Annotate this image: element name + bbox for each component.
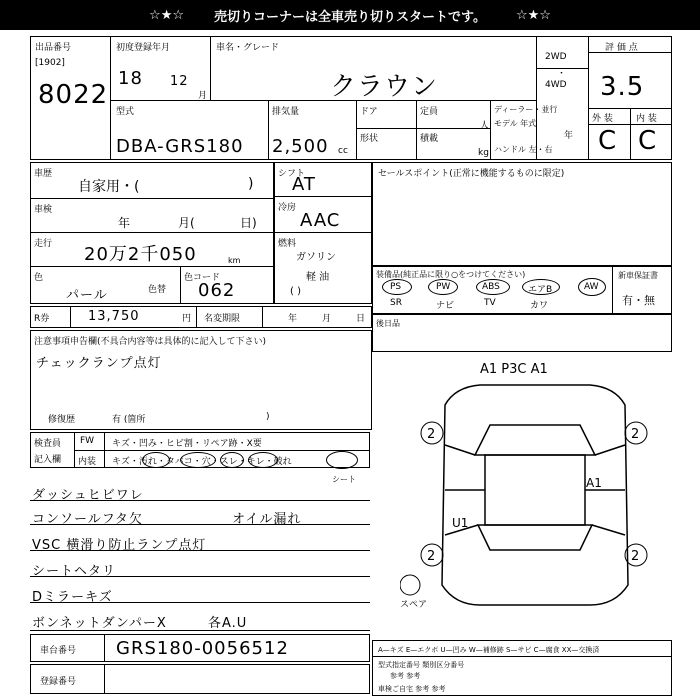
legend-line-3: 参考 参考 (390, 672, 421, 680)
equip-abs: ABS (482, 282, 500, 292)
note-3: VSC 横滑り防止ランプ点灯 (32, 538, 207, 553)
person-unit: 人 (480, 121, 490, 131)
warranty-value: 有・無 (622, 294, 655, 307)
ac-label: 冷房 (278, 203, 297, 213)
equip-ps: PS (390, 282, 402, 292)
top-banner (0, 0, 700, 30)
cc-unit: cc (338, 146, 348, 156)
insp-day: 日) (240, 216, 257, 230)
equip-navi: ナビ (436, 301, 455, 311)
repair-value: 有 (箇所 (112, 415, 146, 425)
exterior-label: 外 装 (592, 114, 613, 124)
fuel-paren: ( ) (290, 286, 301, 297)
insp-year: 年 (118, 216, 131, 230)
equip-airbag-circle (522, 279, 560, 295)
lot-label: 出品番号 (35, 43, 72, 53)
repair-close: ) (266, 412, 270, 422)
insp-month: 月( (178, 216, 195, 230)
tobacco-circle (180, 452, 216, 468)
exterior-grade: C (598, 126, 618, 156)
hole-circle (220, 452, 244, 468)
equip-tv: TV (484, 298, 496, 308)
score-value: 3.5 (600, 72, 645, 102)
drive-2wd: 2WD (545, 52, 567, 62)
legend-line-2: 型式指定番号 類別区分番号 (378, 661, 465, 669)
fw-label: FW (80, 436, 95, 446)
color-change-label: 色替 (148, 285, 167, 295)
legend-line-4: 車検ご自宅 参考 参考 (378, 685, 446, 693)
model-code: DBA-GRS180 (116, 136, 244, 157)
roof (485, 455, 585, 525)
notes-value: チェックランプ点灯 (36, 356, 162, 371)
note-5: Dミラーキズ (32, 590, 113, 605)
warranty-label: 新車保証書 (618, 271, 658, 280)
model-year-label: モデル 年式 (494, 119, 537, 128)
top-damage-marks: A1 P3C A1 (480, 362, 548, 377)
equip-airbag: エアB (528, 285, 553, 295)
spare-label: スペア (400, 600, 428, 610)
kg-unit: kg (478, 148, 489, 158)
inspector-label: 検査員 (34, 439, 62, 449)
yen-unit: 円 (182, 314, 192, 324)
mileage-label: 走行 (34, 239, 53, 249)
lot-sub: [1902] (35, 58, 65, 68)
shift-label: シフト (278, 169, 306, 179)
postscript-block (372, 314, 672, 352)
entry-label: 記入欄 (34, 455, 62, 465)
sales-points-label: セールスポイント(正常に機能するものに限定) (378, 169, 565, 179)
car-body-outline (442, 385, 628, 605)
equip-pw-circle (428, 279, 458, 295)
corner-value-tr: 2 (631, 427, 640, 442)
stain-circle (142, 452, 170, 468)
ac-value: AAC (300, 210, 341, 231)
reg-year: 18 (118, 68, 143, 89)
notes-label: 注意事項申告欄(不具合内容等は具体的に記入して下さい) (34, 337, 267, 347)
car-name: クラウン (330, 72, 439, 102)
windshield (475, 425, 595, 455)
drive-sep: ・ (557, 69, 567, 79)
doors-label: ドア (360, 107, 378, 117)
equip-sr: SR (390, 298, 402, 308)
note-2: コンソールフタ欠 (32, 512, 143, 527)
color-value: パール (66, 288, 108, 303)
equip-leather: カワ (530, 301, 549, 311)
interior-note: シート (332, 475, 356, 484)
name-change-label: 名変期限 (204, 314, 241, 324)
model-label: 型式 (116, 107, 135, 117)
history-close: ) (248, 176, 254, 192)
equip-abs-circle (476, 279, 510, 295)
first-reg-label: 初度登録年月 (116, 43, 171, 53)
color-label: 色 (34, 273, 44, 283)
equip-aw: AW (584, 282, 599, 292)
mileage-value: 20万2千050 (84, 244, 197, 265)
note-6: ボンネットダンパーX (32, 616, 167, 631)
chassis-value: GRS180-0056512 (116, 638, 289, 659)
ref-note: 各A.U (208, 616, 248, 631)
interior-items: キズ・汚れ・タバコ・穴・スレ・キレ・破れ (112, 457, 292, 467)
equip-aw-circle (578, 278, 606, 296)
interior-items-label: 内装 (78, 457, 97, 467)
repair-label: 修復歴 (48, 415, 76, 425)
equip-pw: PW (436, 282, 451, 292)
oil-leak-note: オイル漏れ (232, 512, 302, 527)
chassis-label: 車台番号 (40, 646, 77, 656)
banner-text: 売切りコーナーは全車売り切りスタートです。 (214, 9, 486, 25)
recycle-block (30, 306, 372, 328)
fuel-label: 燃料 (278, 239, 297, 249)
drive-4wd: 4WD (545, 80, 567, 90)
dealer-label: ディーラー・並行 (494, 105, 558, 114)
corner-value-bl: 2 (427, 549, 436, 564)
reg-block (30, 664, 370, 694)
recycle-value: 13,750 (88, 309, 140, 324)
history-value: 自家用・( (78, 179, 140, 195)
handle-label: ハンドル 左・右 (494, 145, 553, 154)
interior-label: 内 装 (636, 114, 657, 124)
year-unit: 年 (564, 131, 574, 141)
interior-grade: C (638, 126, 658, 156)
car-name-label: 車名・グレード (216, 43, 280, 53)
banner-stars-left: ☆★☆ (149, 7, 185, 23)
fuel-gas: ガソリン (296, 252, 336, 263)
color-code-label: 色コード (184, 273, 221, 283)
history-label: 車歴 (34, 169, 53, 179)
spare-tire-circle (400, 575, 420, 595)
load-label: 積載 (420, 134, 439, 144)
displacement-label: 排気量 (272, 107, 300, 117)
nc-year: 年 (288, 314, 298, 324)
equip-label: 装備品(純正品に限り○をつけてください) (376, 270, 526, 279)
nc-day: 日 (356, 314, 366, 324)
note-1: ダッシュヒビワレ (32, 488, 144, 503)
color-code-value: 062 (198, 280, 236, 301)
displacement-value: 2,500 (272, 136, 329, 157)
reg-month: 12 (170, 74, 189, 89)
shape-label: 形状 (360, 134, 379, 144)
rear-window (478, 525, 592, 550)
fuel-oil: 軽 油 (306, 272, 330, 283)
shift-value: AT (292, 174, 316, 195)
corner-value-br: 2 (631, 549, 640, 564)
recycle-label: R券 (34, 314, 50, 324)
inspection-label: 車検 (34, 205, 53, 215)
lot-number: 8022 (38, 80, 109, 110)
tear-circle (326, 451, 358, 469)
month-unit: 月 (198, 91, 208, 101)
damage-legend: A—キズ E—エクボ U—凹み W—補修跡 S—サビ C—腐食 XX—交換済 (378, 646, 600, 654)
postscript-label: 後日品 (376, 319, 400, 328)
note-4: シートヘタリ (32, 564, 117, 579)
fw-items: キズ・凹み・ヒビ割・リペア跡・X要 (112, 439, 262, 449)
corner-value-tl: 2 (427, 427, 436, 442)
reg-label: 登録番号 (40, 677, 77, 687)
right-damage-mark: A1 (586, 476, 602, 490)
left-damage-mark: U1 (452, 516, 469, 530)
score-label: 評 価 点 (605, 43, 638, 53)
equip-ps-circle (382, 279, 412, 295)
banner-stars-right: ☆★☆ (515, 7, 551, 23)
scuff-circle (248, 452, 278, 468)
car-diagram (400, 355, 670, 635)
km-unit: km (228, 256, 241, 265)
nc-month: 月 (322, 314, 332, 324)
capacity-label: 定員 (420, 107, 439, 117)
